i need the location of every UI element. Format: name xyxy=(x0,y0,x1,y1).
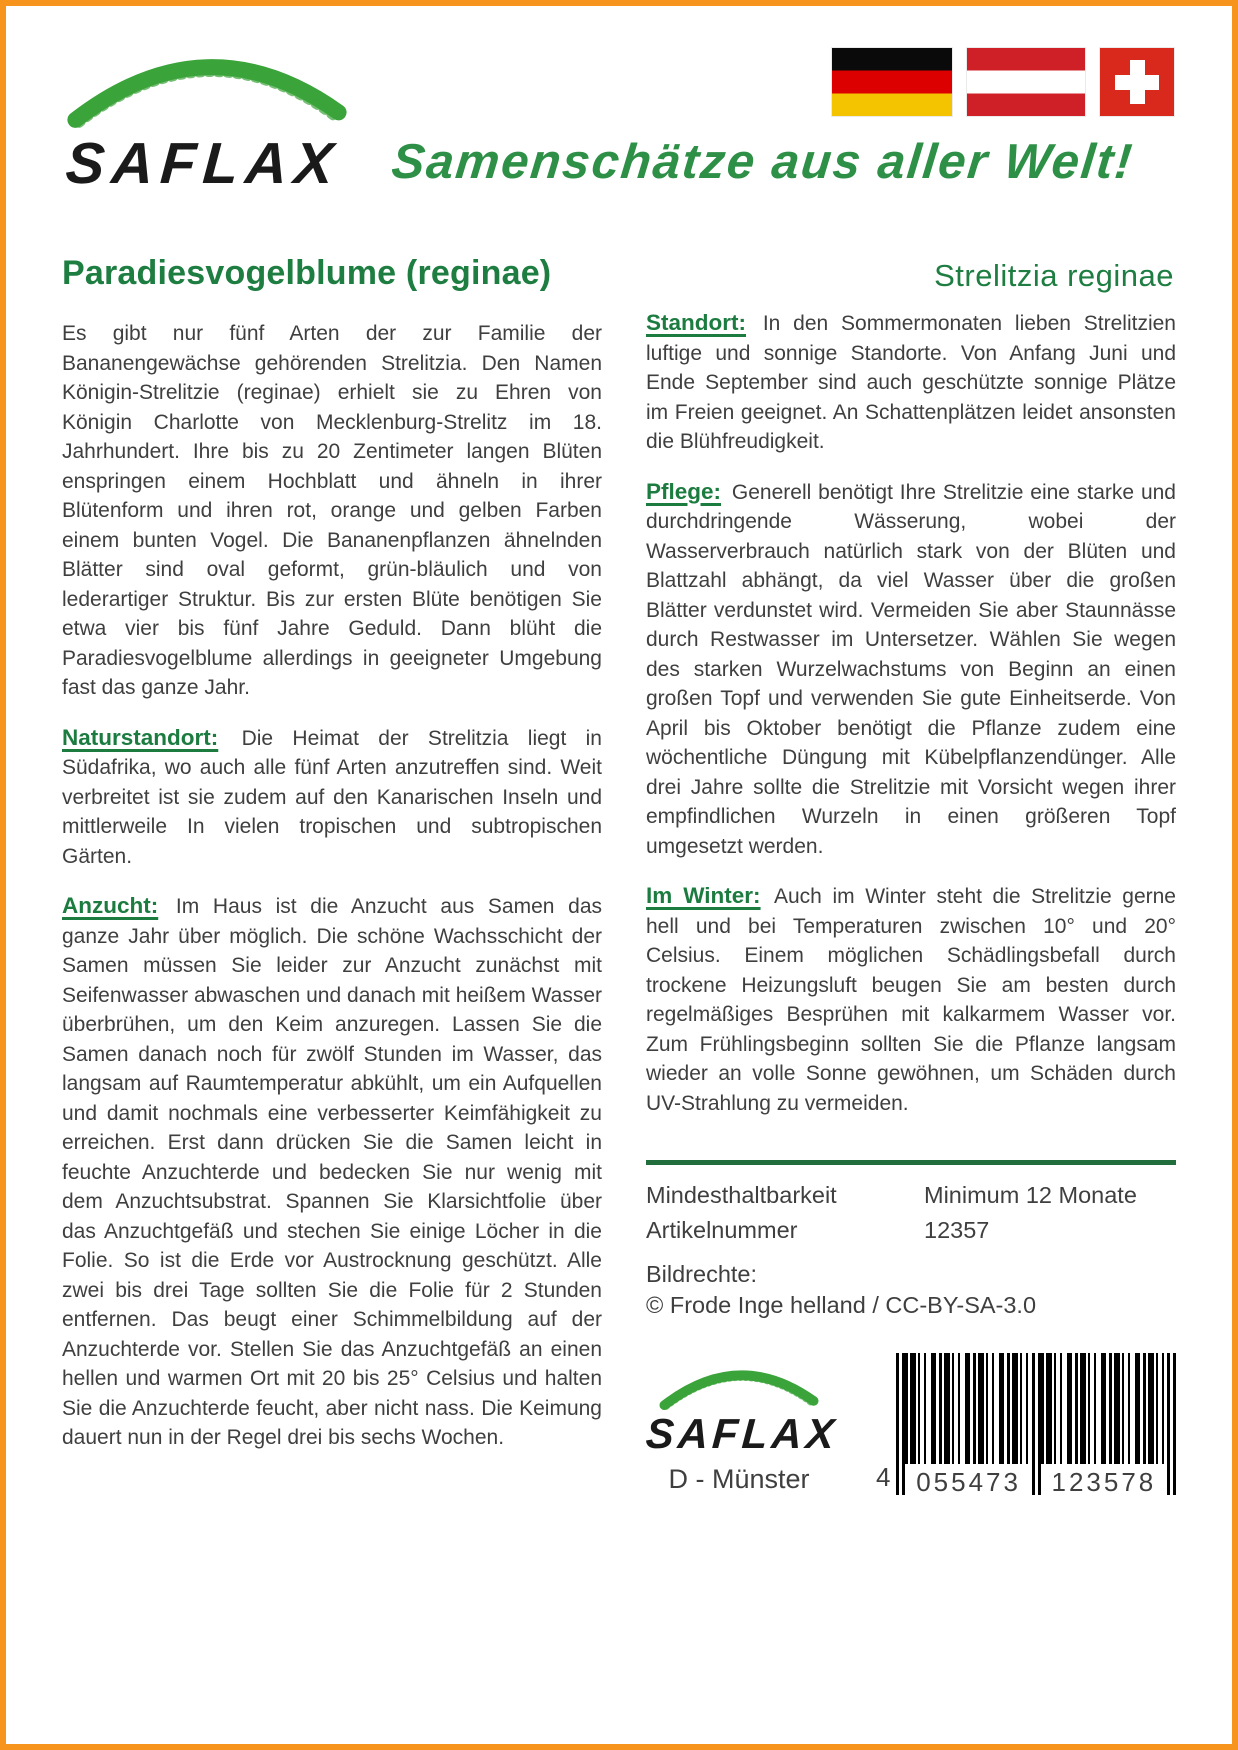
section-heading: Im Winter: xyxy=(646,883,761,908)
swiss-cross-icon xyxy=(1115,75,1159,90)
image-rights-value: © Frode Inge helland / CC-BY-SA-3.0 xyxy=(646,1292,1037,1318)
tagline: Samenschätze aus aller Welt! xyxy=(389,135,1137,189)
divider-line xyxy=(646,1160,1176,1165)
barcode-bars-icon xyxy=(905,1353,1031,1464)
latin-name-title: Strelitzia reginae xyxy=(934,258,1174,293)
section-body: Die Heimat der Strelitzia liegt in Südafrika, wo auch alle fünf Arten anzutreffen sind. Weit verbreitet ist sie zudem auf den Kanarischen Inseln und mittlerweile In vielen tropischen und subtropischen Gärten. xyxy=(62,726,602,868)
switzerland-flag-icon xyxy=(1100,48,1174,116)
austria-flag-icon xyxy=(967,48,1085,116)
barcode-block xyxy=(905,1353,1031,1495)
right-column xyxy=(646,248,1176,1495)
product-info xyxy=(646,1179,1176,1247)
barcode-guard-icon xyxy=(1167,1353,1176,1495)
brand-wordmark: SAFLAX xyxy=(644,1410,840,1457)
saflax-logo xyxy=(63,38,356,197)
main-content xyxy=(62,248,1176,1495)
footer xyxy=(646,1353,1176,1495)
section-anzucht xyxy=(62,891,602,1453)
section-naturstandort xyxy=(62,723,602,872)
section-standort xyxy=(646,308,1176,457)
section-heading: Naturstandort: xyxy=(62,724,219,750)
logo-arc-icon xyxy=(659,1358,819,1414)
barcode-guard-icon xyxy=(1032,1353,1041,1495)
flag-row xyxy=(832,48,1174,116)
section-im-winter xyxy=(646,881,1176,1118)
section-body: Generell benötigt Ihre Strelitzie eine starke und durchdringende Wässerung, wobei der Wasserverbrauch natürlich stark von der Blüten und Blattzahl abhängt, da viel Wasser über die großen Blätter verdunstet wird. Vermeiden Sie aber Staunnässe durch Restwasser im Untersetzer. Wählen Sie wegen des starken Wurzelwachstums von Beginn an einen großen Topf und verwenden Sie gute Einheitserde. Von April bis Oktober benötigt die Pflanze zudem eine wöchentliche Düngung mit Kübelpflanzendünger. Alle drei Jahre sollte die Strelitzie mit Vorsicht wegen ihrer empfindlichen Wurzeln in einen größeren Topf umgesetzt werden. xyxy=(646,480,1176,858)
barcode-digits-left: 055473 xyxy=(916,1467,1021,1497)
manufacturer-city: D - Münster xyxy=(668,1464,810,1494)
section-body: Im Haus ist die Anzucht aus Samen das ganze Jahr über möglich. Die schöne Wachsschicht der Samen müssen Sie leider zur Anzucht zunächst mit Seifenwasser abwaschen und danach mit heißem Wasser überbrühen, um den Keim anzuregen. Lassen Sie die Samen danach noch für zwölf Stunden im Wasser, das langsam auf Raumtemperatur abkühlt, um ein Aufquellen und damit nochmals eine verbesserter Keimfähigkeit zu erreichen. Erst dann drücken Sie die Samen leicht in feuchte Anzuchterde und bedecken Sie nur wenig mit dem Anzuchtsubstrat. Spannen Sie Klarsichtfolie über das Anzuchtgefäß und stechen Sie einige Löcher in die Folie. So ist die Erde vor Austrocknung geschützt. Alle zwei bis drei Tage sollten Sie die Folie für 2 Stunden entfernen. Das beugt einer Schimmelbildung auf der Anzuchterde vor. Stellen Sie das Anzuchtgefäß an einen hellen und warmen Ort mit 20 bis 25° Celsius und halten Sie die Anzuchterde feucht, aber nicht nass. Die Keimung dauert nun in der Regel drei bis sechs Wochen. xyxy=(62,895,602,1449)
section-body: Auch im Winter steht die Strelitzie gerne hell und bei Temperaturen zwischen 10° und 20° Celsius. Einem möglichen Schädlingsbefall durch trockene Heizungsluft beugen Sie am besten durch regelmäßiges Besprühen mit kalkarmem Wasser vor. Zum Frühlingsbeginn sollten Sie die Pflanze langsam wieder an volle Sonne gewöhnen, um Schäden durch UV-Strahlung zu vermeiden. xyxy=(646,885,1176,1115)
barcode-digit-lead: 4 xyxy=(876,1462,891,1492)
article-number-value: 12357 xyxy=(924,1217,990,1243)
section-heading: Anzucht: xyxy=(62,893,159,918)
barcode-block xyxy=(1041,1353,1167,1495)
germany-flag-icon xyxy=(832,48,952,116)
header xyxy=(62,36,1176,232)
brand-wordmark: SAFLAX xyxy=(63,131,343,196)
section-pflege xyxy=(646,477,1176,862)
article-number-label: Artikelnummer xyxy=(646,1217,798,1243)
logo-arc-icon xyxy=(66,38,348,134)
barcode-digits-right: 123578 xyxy=(1051,1467,1157,1497)
section-heading: Standort: xyxy=(646,310,746,335)
intro-paragraph: Es gibt nur fünf Arten der zur Familie der Bananengewächse gehörenden Strelitzia. Den Namen Königin-Strelitzie (reginae) erhielt sie zu Ehren von Königin Charlotte von Mecklenburg-Strelitz im 18. Jahrhundert. Ihre bis zu 20 Zentimeter langen Blüten enspringen einem Hochblatt und ähneln in ihrer Blütenform und ihren rot, orange und gelben Farben einem bunten Vogel. Die Bananenpflanzen ähnelnden Blätter sind oval geformt, grün-bläulich und von lederartiger Struktur. Bis zur ersten Blüte benötigen Sie etwa vier bis fünf Jahre Geduld. Dann blüht die Paradiesvogelblume allerdings in geeigneter Umgebung fast das ganze Jahr. xyxy=(62,322,602,699)
page-title: Paradiesvogelblume (reginae) xyxy=(62,254,552,292)
section-body: In den Sommermonaten lieben Strelitzien luftige und sonnige Standorte. Von Anfang Juni und Ende September sind auch geschützte sonnige Plätze im Freien geeignet. An Schattenplätzen leidet ansonsten die Blühfreudigkeit. xyxy=(646,312,1176,453)
section-heading: Pflege: xyxy=(646,478,722,504)
barcode-bars-icon xyxy=(1041,1353,1167,1464)
image-rights-label: Bildrechte: xyxy=(646,1261,758,1287)
shelf-life-value: Minimum 12 Monate xyxy=(924,1182,1137,1208)
barcode-guard-icon xyxy=(896,1353,905,1495)
ean-barcode xyxy=(876,1353,1176,1495)
footer-saflax-logo xyxy=(644,1358,840,1495)
shelf-life-label: Mindesthaltbarkeit xyxy=(646,1182,837,1208)
left-column xyxy=(62,248,602,1495)
